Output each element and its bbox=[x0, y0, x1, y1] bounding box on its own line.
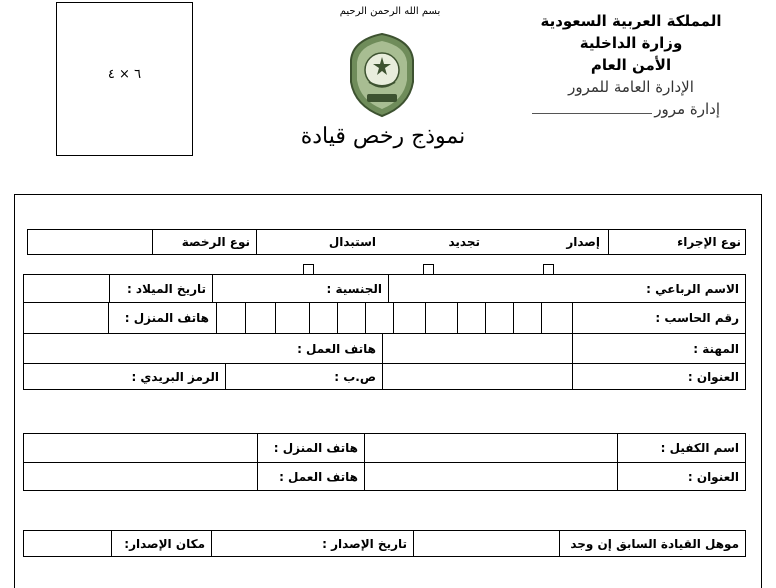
po-box-label: ص.ب : bbox=[225, 364, 382, 389]
license-type-label: نوع الرخصة bbox=[152, 230, 256, 254]
full-name-label: الاسم الرباعي : bbox=[388, 275, 745, 302]
guarantor-work-phone-label: هاتف العمل : bbox=[257, 463, 364, 490]
procedure-options bbox=[256, 230, 608, 254]
address-field[interactable] bbox=[382, 364, 572, 389]
previous-qualification-label: موهل القيادة السابق إن وجد bbox=[559, 531, 745, 556]
directorate-name: الإدارة العامة للمرور bbox=[568, 78, 694, 96]
issue-place-field[interactable] bbox=[25, 531, 111, 556]
guarantor-block bbox=[23, 433, 746, 491]
form-title: نموذج رخص قيادة bbox=[300, 124, 466, 149]
row-computer-number bbox=[24, 303, 745, 333]
guarantor-work-phone-field[interactable] bbox=[25, 463, 257, 490]
row-address bbox=[24, 364, 745, 389]
postal-code-label: الرمز البريدي : bbox=[131, 369, 219, 384]
computer-number-digits[interactable] bbox=[215, 303, 572, 333]
photo-size-label: ٦ × ٤ bbox=[107, 67, 142, 82]
previous-license-row bbox=[23, 530, 746, 557]
address-label: العنوان : bbox=[572, 364, 745, 389]
procedure-label: نوع الإجراء bbox=[608, 230, 745, 254]
birth-date-label: تاريخ الميلاد : bbox=[109, 275, 212, 302]
option-renew-label: تجديد bbox=[448, 235, 480, 249]
header-block bbox=[526, 10, 736, 120]
guarantor-home-phone-field[interactable] bbox=[25, 434, 257, 462]
home-phone-field[interactable] bbox=[25, 303, 108, 333]
guarantor-address-field[interactable] bbox=[364, 463, 617, 490]
previous-qualification-field[interactable] bbox=[413, 531, 559, 556]
procedure-row bbox=[27, 229, 746, 255]
guarantor-home-phone-label: هاتف المنزل : bbox=[257, 434, 364, 462]
row-guarantor-address bbox=[24, 463, 745, 490]
traffic-emblem-icon bbox=[343, 30, 421, 120]
row-name bbox=[24, 275, 745, 302]
photo-box bbox=[56, 2, 193, 156]
department-blank[interactable] bbox=[532, 101, 652, 114]
ministry-name: وزارة الداخلية bbox=[579, 34, 683, 52]
work-phone-label: هاتف العمل : bbox=[297, 341, 376, 356]
applicant-block bbox=[23, 274, 746, 390]
department-line bbox=[526, 98, 736, 120]
nationality-label: الجنسية : bbox=[212, 275, 388, 302]
basmala: بسم الله الرحمن الرحيم bbox=[339, 6, 441, 17]
guarantor-name-label: اسم الكفيل : bbox=[617, 434, 745, 462]
occupation-label: المهنة : bbox=[572, 334, 745, 363]
computer-number-label: رقم الحاسب : bbox=[572, 303, 745, 333]
country-name: المملكة العربية السعودية bbox=[540, 12, 722, 30]
birth-date-field[interactable] bbox=[25, 275, 109, 302]
guarantor-address-label: العنوان : bbox=[617, 463, 745, 490]
row-guarantor-name bbox=[24, 434, 745, 462]
security-name: الأمن العام bbox=[590, 56, 672, 74]
row-occupation bbox=[24, 334, 745, 363]
home-phone-label: هاتف المنزل : bbox=[108, 303, 215, 333]
issue-date-label: تاريخ الإصدار : bbox=[211, 531, 413, 556]
occupation-field[interactable] bbox=[382, 334, 572, 363]
department-label: إدارة مرور bbox=[654, 100, 720, 118]
option-replace-label: استبدال bbox=[328, 235, 376, 249]
guarantor-name-field[interactable] bbox=[364, 434, 617, 462]
license-type-field[interactable] bbox=[29, 230, 152, 254]
issue-place-label: مكان الإصدار: bbox=[111, 531, 211, 556]
option-issue-label: إصدار bbox=[566, 235, 600, 249]
